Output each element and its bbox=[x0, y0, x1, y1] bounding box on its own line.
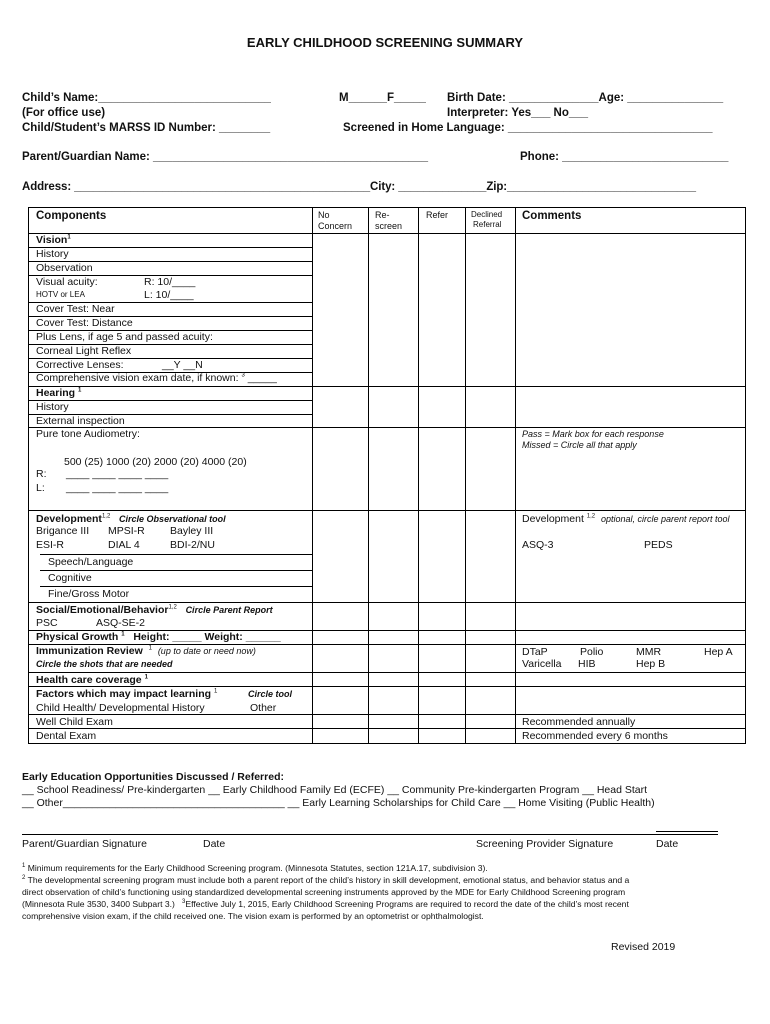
dev-tool-bdi[interactable]: BDI-2/NU bbox=[170, 539, 215, 551]
parent-tool-asq3[interactable]: ASQ-3 bbox=[522, 539, 554, 551]
col-declined-2: Referral bbox=[473, 220, 502, 229]
corrective-lenses-label: Corrective Lenses: bbox=[36, 359, 124, 371]
interpreter-field[interactable]: Interpreter: Yes___ No___ bbox=[447, 107, 589, 119]
dev-tool-bayley[interactable]: Bayley III bbox=[170, 525, 214, 537]
physical-growth[interactable]: Physical Growth $^1$ Height: _____ Weight: ______ bbox=[36, 631, 281, 643]
corrective-lenses-options[interactable]: __Y __N bbox=[162, 359, 203, 371]
vision-observation: Observation bbox=[36, 262, 93, 274]
factors-other[interactable]: Other bbox=[250, 702, 277, 714]
social-emotional-heading: Social/Emotional/Behavior$^{1,2}$ Circle Parent Report bbox=[36, 604, 273, 616]
page-title: EARLY CHILDHOOD SCREENING SUMMARY bbox=[246, 35, 524, 50]
col-refer: Refer bbox=[426, 210, 449, 220]
parent-name-field[interactable]: Parent/Guardian Name: ___________________________________________ bbox=[22, 151, 429, 163]
shot-polio[interactable]: Polio bbox=[580, 646, 604, 658]
shot-dtap[interactable]: DTaP bbox=[522, 646, 548, 658]
hotv-lea-label: HOTV or LEA bbox=[36, 290, 85, 299]
visual-acuity-label: Visual acuity: bbox=[36, 276, 98, 288]
plus-lens: Plus Lens, if age 5 and passed acuity: bbox=[36, 331, 213, 343]
home-language-field[interactable]: Screened in Home Language: ________________________________ bbox=[343, 122, 713, 134]
speech-language: Speech/Language bbox=[48, 556, 134, 568]
col-rescreen-2: screen bbox=[375, 221, 403, 231]
footnote-3-cont: comprehensive vision exam, if the child received one. The vision exam is performed by an optometrist or ophthalmologist. bbox=[22, 911, 484, 921]
dev-tool-mpsi[interactable]: MPSI-R bbox=[108, 525, 145, 537]
shot-varicella[interactable]: Varicella bbox=[522, 658, 562, 670]
col-no-concern-1: No bbox=[318, 210, 330, 220]
comprehensive-vision-exam[interactable]: Comprehensive vision exam date, if known: $^3$ _____ bbox=[36, 372, 277, 384]
early-ed-options-2[interactable]: __ Other______________________________________ __ Early Learning Scholarships for Child Care __ Home Visiting (Public Health) bbox=[22, 797, 655, 809]
child-health-history[interactable]: Child Health/ Developmental History bbox=[36, 702, 205, 714]
audiometry-left-blanks[interactable]: ____ ____ ____ ____ bbox=[66, 482, 169, 494]
parent-date-label: Date bbox=[203, 838, 226, 850]
cover-test-distance: Cover Test: Distance bbox=[36, 317, 133, 329]
phone-field[interactable]: Phone: __________________________ bbox=[520, 151, 729, 163]
birth-date-field[interactable]: Birth Date: ______________Age: _______________ bbox=[447, 92, 724, 104]
parent-report-psc[interactable]: PSC bbox=[36, 617, 58, 629]
office-use-label: (For office use) bbox=[22, 107, 106, 119]
dental-exam: Dental Exam bbox=[36, 730, 97, 742]
hearing-comment-missed: Missed = Circle all that apply bbox=[522, 440, 637, 450]
footnote-2-3: (Minnesota Rule 3530, 3400 Subpart 3.) $^3$Effective July 1, 2015, Early Childhood Screening Programs are required to record the date of the child’s most recent bbox=[22, 899, 629, 909]
address-field[interactable]: Address: _______________________________________________City: ______________Zip:______________________________ bbox=[22, 181, 696, 193]
health-care-coverage: Health care coverage $^1$ bbox=[36, 674, 148, 686]
col-comments: Comments bbox=[522, 210, 582, 222]
dental-comment: Recommended every 6 months bbox=[522, 730, 668, 742]
factors-heading: Factors which may impact learning $^1$ bbox=[36, 688, 218, 700]
col-components: Components bbox=[36, 210, 107, 222]
parent-signature-label: Parent/Guardian Signature bbox=[22, 838, 147, 850]
dev-tool-brigance[interactable]: Brigance III bbox=[36, 525, 90, 537]
development-heading: Development$^{1,2}$ Circle Observational tool bbox=[36, 513, 226, 525]
hearing-heading: Hearing $^1$ bbox=[36, 387, 82, 399]
col-no-concern-2: Concern bbox=[318, 221, 353, 231]
shot-hib[interactable]: HIB bbox=[578, 658, 596, 670]
immunization-note: Circle the shots that are needed bbox=[36, 659, 173, 669]
col-declined-1: Declined bbox=[471, 210, 503, 219]
factors-circle-tool: Circle tool bbox=[248, 689, 293, 699]
early-ed-options-1[interactable]: __ School Readiness/ Pre-kindergarten __ Early Childhood Family Ed (ECFE) __ Community Pre-kindergarten Program __ Head Start bbox=[22, 784, 648, 796]
marss-id-field[interactable]: Child/Student’s MARSS ID Number: ________ bbox=[22, 122, 271, 134]
shot-mmr[interactable]: MMR bbox=[636, 646, 662, 658]
sex-field[interactable]: M______F_____ bbox=[339, 92, 426, 104]
dev-tool-esi[interactable]: ESI-R bbox=[36, 539, 65, 551]
dev-tool-dial[interactable]: DIAL 4 bbox=[108, 539, 140, 551]
immunization-heading: Immunization Review $^1$ (up to date or need now) bbox=[36, 645, 256, 657]
provider-signature-label: Screening Provider Signature bbox=[476, 838, 614, 850]
hearing-comment-pass: Pass = Mark box for each response bbox=[522, 429, 664, 439]
pure-tone-audiometry: Pure tone Audiometry: bbox=[36, 428, 140, 440]
well-child-exam: Well Child Exam bbox=[36, 716, 113, 728]
external-inspection: External inspection bbox=[36, 415, 125, 427]
footnote-2-cont: direct observation of child’s functioning using standardized developmental screening instruments approved by the MDE for Early Childhood Screening program bbox=[22, 887, 626, 897]
cover-test-near: Cover Test: Near bbox=[36, 303, 115, 315]
vision-history: History bbox=[36, 248, 69, 260]
footnote-1: $^1$ Minimum requirements for the Early Childhood Screening program. (Minnesota Statutes, section 121A.17, subdivision 3). bbox=[22, 863, 488, 873]
audiometry-right-blanks[interactable]: ____ ____ ____ ____ bbox=[66, 468, 169, 480]
childs-name-field[interactable]: Child’s Name:___________________________ bbox=[22, 92, 271, 104]
fine-gross-motor: Fine/Gross Motor bbox=[48, 588, 130, 600]
visual-acuity-right[interactable]: R: 10/____ bbox=[144, 276, 196, 288]
development-comment: Development $^{1,2}$ optional, circle parent report tool bbox=[522, 513, 730, 525]
signature-line[interactable] bbox=[22, 834, 718, 835]
well-child-comment: Recommended annually bbox=[522, 716, 636, 728]
parent-tool-peds[interactable]: PEDS bbox=[644, 539, 673, 551]
shot-hep-a[interactable]: Hep A bbox=[704, 646, 733, 658]
footnote-2: $^2$ The developmental screening program must include both a parent report of the child’s history in skill development, emotional status, and behavior status and a bbox=[22, 875, 630, 885]
hearing-history: History bbox=[36, 401, 69, 413]
cognitive: Cognitive bbox=[48, 572, 92, 584]
shot-hep-b[interactable]: Hep B bbox=[636, 658, 666, 670]
col-rescreen-1: Re- bbox=[375, 210, 390, 220]
audiometry-left-label: L: bbox=[36, 482, 45, 494]
corneal-light-reflex: Corneal Light Reflex bbox=[36, 345, 132, 357]
early-ed-heading: Early Education Opportunities Discussed / Referred: bbox=[22, 771, 284, 783]
visual-acuity-left[interactable]: L: 10/____ bbox=[144, 289, 194, 301]
revised-date: Revised 2019 bbox=[611, 941, 676, 953]
parent-report-asq-se[interactable]: ASQ-SE-2 bbox=[96, 617, 146, 629]
audiometry-right-label: R: bbox=[36, 468, 47, 480]
audiometry-frequencies: 500 (25) 1000 (20) 2000 (20) 4000 (20) bbox=[64, 456, 247, 468]
vision-heading: Vision$^1$ bbox=[36, 234, 71, 246]
provider-date-label: Date bbox=[656, 838, 679, 850]
